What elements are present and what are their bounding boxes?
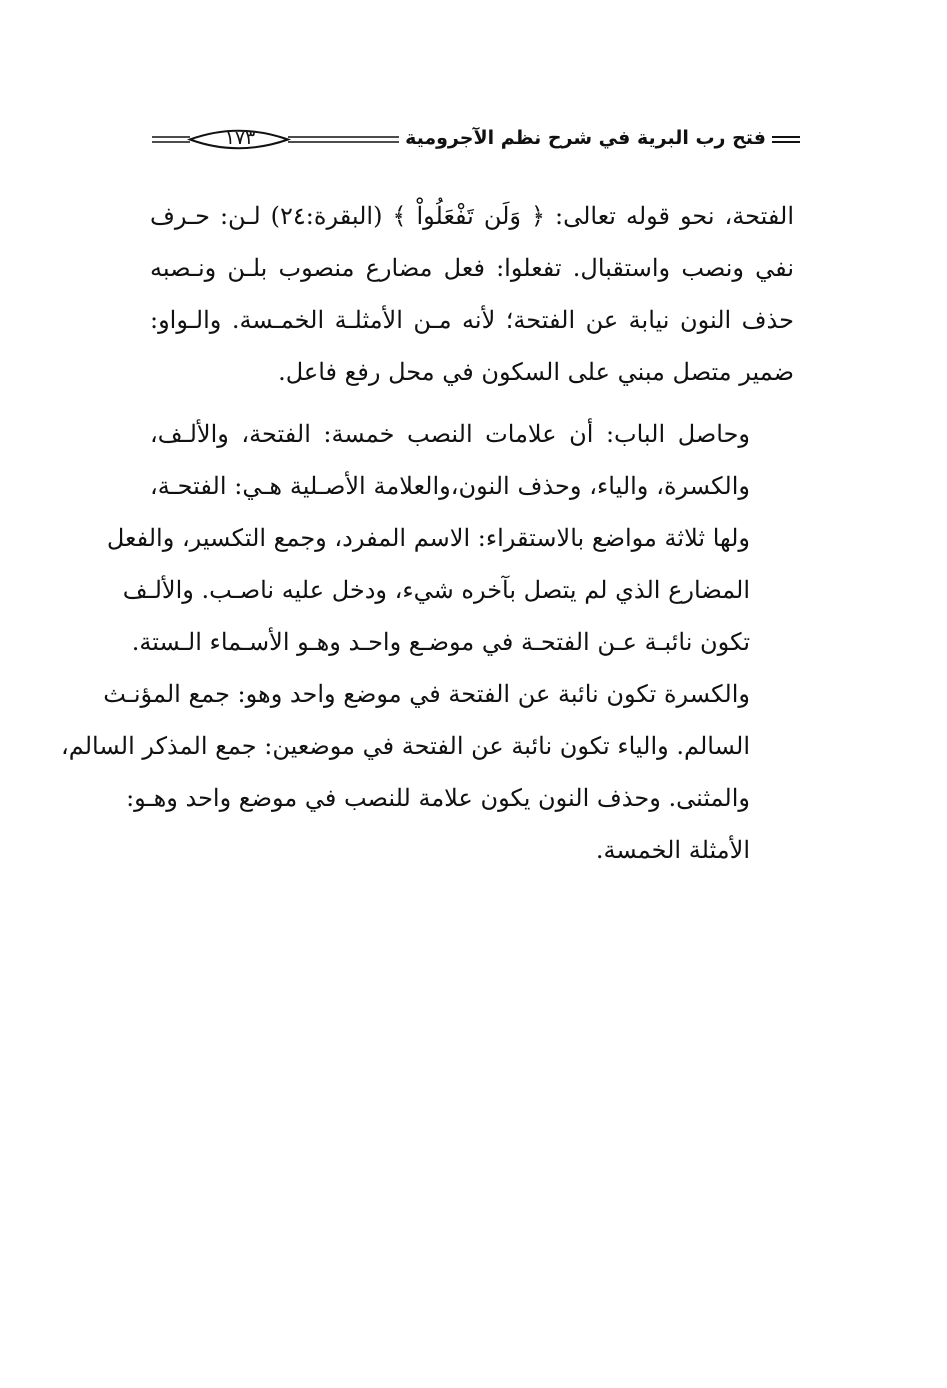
text-line: الأمثلة الخمسة.	[595, 836, 750, 864]
paragraph-2	[61, 408, 794, 876]
text-line: تكون نائبـة عـن الفتحـة في موضـع واحـد وهـو الأسـماء الـستة.	[131, 628, 750, 656]
page-number: ١٧٣	[224, 127, 256, 149]
text-line: والكسرة تكون نائبة عن الفتحة في موضع واحد وهو: جمع المؤنـث	[103, 680, 750, 708]
text-line: السالم. والياء تكون نائبة عن الفتحة في موضعين: جمع المذكر السالم،	[61, 732, 750, 760]
text-line: وحاصل الباب: أن علامات النصب خمسة: الفتحة، والألـف،	[150, 420, 750, 448]
page-body	[61, 190, 795, 876]
text-line: نفي ونصب واستقبال. تفعلوا: فعل مضارع منصوب بلـن ونـصبه	[150, 254, 794, 282]
running-title: فتح رب البرية في شرح نظم الآجرومية	[399, 124, 772, 152]
text-line: الفتحة، نحو قوله تعالى: ﴿ وَلَن تَفْعَلُواْ ﴾ (البقرة:٢٤) لـن: حـرف	[150, 202, 795, 230]
text-line: والمثنى. وحذف النون يكون علامة للنصب في موضع واحد وهـو:	[126, 784, 750, 812]
text-line: ولها ثلاثة مواضع بالاستقراء: الاسم المفرد، وجمع التكسير، والفعل	[106, 524, 750, 552]
paragraph-1	[150, 190, 794, 398]
text-line: المضارع الذي لم يتصل بآخره شيء، ودخل عليه ناصـب. والألـف	[122, 576, 750, 604]
running-header	[150, 118, 802, 162]
text-line: والكسرة، والياء، وحذف النون،والعلامة الأصـلية هـي: الفتحـة،	[150, 472, 750, 500]
text-line: حذف النون نيابة عن الفتحة؛ لأنه مـن الأمثلـة الخمـسة. والـواو:	[150, 306, 794, 334]
text-line: ضمير متصل مبني على السكون في محل رفع فاعل.	[278, 358, 794, 386]
